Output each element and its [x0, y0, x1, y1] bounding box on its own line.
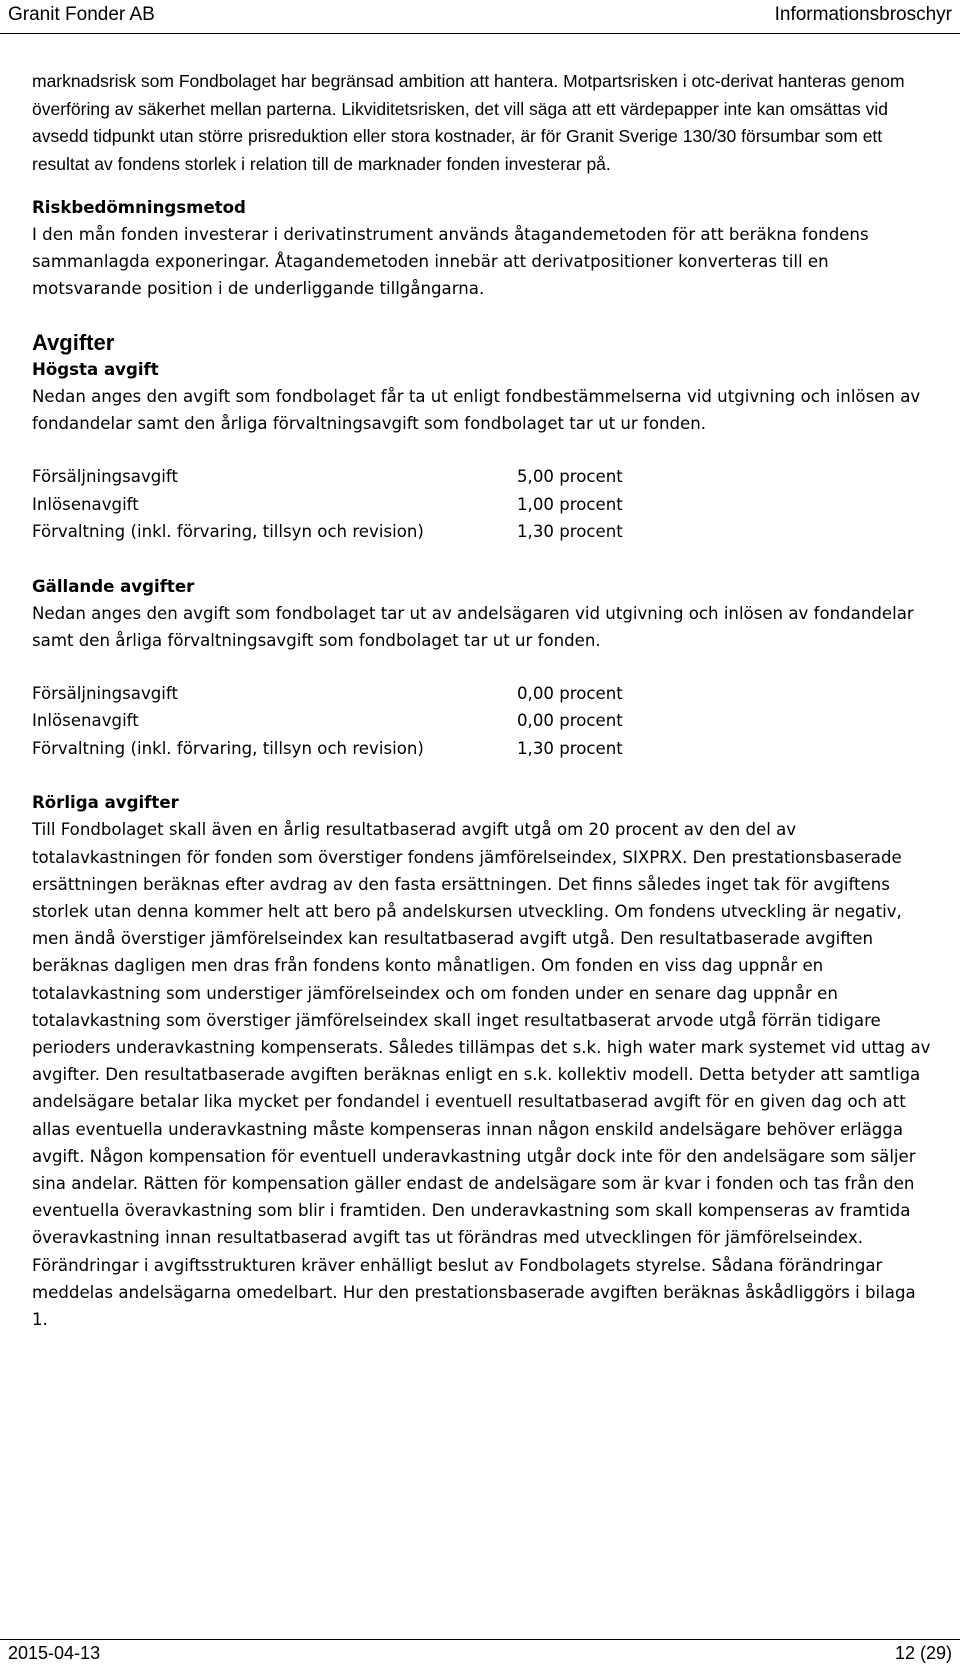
fee-label: Förvaltning (inkl. förvaring, tillsyn och revision) [32, 522, 424, 542]
fee-value: 1,00 procent [517, 494, 623, 514]
fee-label: Inlösenavgift [32, 494, 139, 514]
fee-label: Inlösenavgift [32, 711, 139, 731]
table-row [32, 491, 717, 519]
document-title: Informationsbroschyr [774, 4, 952, 25]
current-fee-paragraph: Nedan anges den avgift som fondbolaget tar ut av andelsägaren vid utgivning och inlösen av fondandelar samt den årliga förvaltningsavgift som fondbolaget tar ut ur fonden. [32, 603, 914, 650]
fee-label: Försäljningsavgift [32, 683, 178, 703]
page-header [0, 0, 960, 36]
variable-fee-paragraph: Till Fondbolaget skall även en årlig resultatbaserad avgift utgå om 20 procent av den del av totalavkastningen för fonden som överstiger fondens jämförelseindex, SIXPRX. Den prestationsbaserade ersättningen beräknas efter avdrag av den fasta ersättningen. Det finns således inget tak för avgiftens storlek utan denna kommer helt att bero på andelskursen utveckling. Om fondens utveckling är negativ, men ändå överstiger jämförelseindex kan resultatbaserad avgift utgå. Den resultatbaserade avgiften beräknas dagligen men dras från fondens konto månatligen. Om fonden en viss dag uppnår en totalavkastning som understiger jämförelseindex och om fonden under en senare dag uppnår en totalavkastning som överstiger jämförelseindex skall inget resultatbaserat arvode utgå förrän tidigare perioders underavkastning kompenserats. Således tillämpas det s.k. high water mark systemet vid uttag av avgifter. Den resultatbaserade avgiften beräknas enligt en s.k. kollektiv modell. Detta betyder att samtliga andelsägare betalar lika mycket per fondandel i eventuell resultatbaserad avgift för en given dag och att allas eventuella underavkastning måste kompenseras innan någon enskild andelsägare behöver erlägga avgift. Någon kompensation för eventuell underavkastning utgår dock inte för den andelsägare som säljer sina andelar. Rätten för kompensation gäller endast de andelsägare som är kvar i fonden och tas från den eventuella överavkastning som blir i framtiden. Den underavkastning som skall kompenseras av framtida överavkastning innan resultatbaserad avgift tas ut förändras med utvecklingen för jämförelseindex. Förändringar i avgiftsstrukturen kräver enhälligt beslut av Fondbolagets styrelse. Sådana förändringar meddelas andelsägarna omedelbart. Hur den prestationsbaserade avgiften beräknas åskådliggörs i bilaga 1. [32, 820, 931, 1330]
risk-paragraph: I den mån fonden investerar i derivatinstrument används åtagandemetoden för att beräkna fondens sammanlagda exponeringar. Åtagandemetoden innebär att derivatpositioner konverteras till en motsvarande position i de underliggande tillgångarna. [32, 225, 869, 299]
fee-label: Försäljningsavgift [32, 467, 178, 487]
table-row [32, 707, 717, 735]
current-fee-heading: Gällande avgifter [32, 576, 195, 596]
fees-heading: Avgifter [32, 329, 115, 355]
max-fee-paragraph: Nedan anges den avgift som fondbolaget får ta ut enligt fondbestämmelserna vid utgivning och inlösen av fondandelar samt den årliga förvaltningsavgift som fondbolaget tar ut ur fonden. [32, 386, 921, 433]
footer-divider [0, 1639, 960, 1640]
variable-fee-heading: Rörliga avgifter [32, 793, 179, 813]
max-fee-heading: Högsta avgift [32, 359, 159, 379]
max-fee-table [32, 463, 717, 546]
table-row [32, 735, 717, 763]
fee-value: 1,30 procent [517, 738, 623, 758]
document-date: 2015-04-13 [8, 1643, 101, 1663]
current-fee-table [32, 680, 717, 763]
page-number: 12 (29) [894, 1643, 952, 1663]
fee-label: Förvaltning (inkl. förvaring, tillsyn och revision) [32, 738, 424, 758]
fee-value: 0,00 procent [517, 683, 623, 703]
risk-heading: Riskbedömningsmetod [32, 198, 246, 217]
header-divider [0, 33, 960, 34]
table-row [32, 463, 717, 491]
fee-value: 5,00 procent [517, 467, 623, 487]
company-name: Granit Fonder AB [8, 4, 155, 25]
intro-paragraph: marknadsrisk som Fondbolaget har begränsad ambition att hantera. Motpartsrisken i otc-derivat hanteras genom överföring av säkerhet mellan parterna. Likviditetsrisken, det vill säga att ett värdepapper inte kan omsättas vid avsedd tidpunkt utan större prisreduktion eller stora kostnader, är för Granit Sverige 130/30 försumbar som ett resultat av fondens storlek i relation till de marknader fonden investerar på. [32, 71, 905, 174]
page-content [32, 68, 932, 1333]
table-row [32, 680, 717, 708]
fee-value: 0,00 procent [517, 711, 623, 731]
fee-value: 1,30 procent [517, 522, 623, 542]
table-row [32, 518, 717, 546]
